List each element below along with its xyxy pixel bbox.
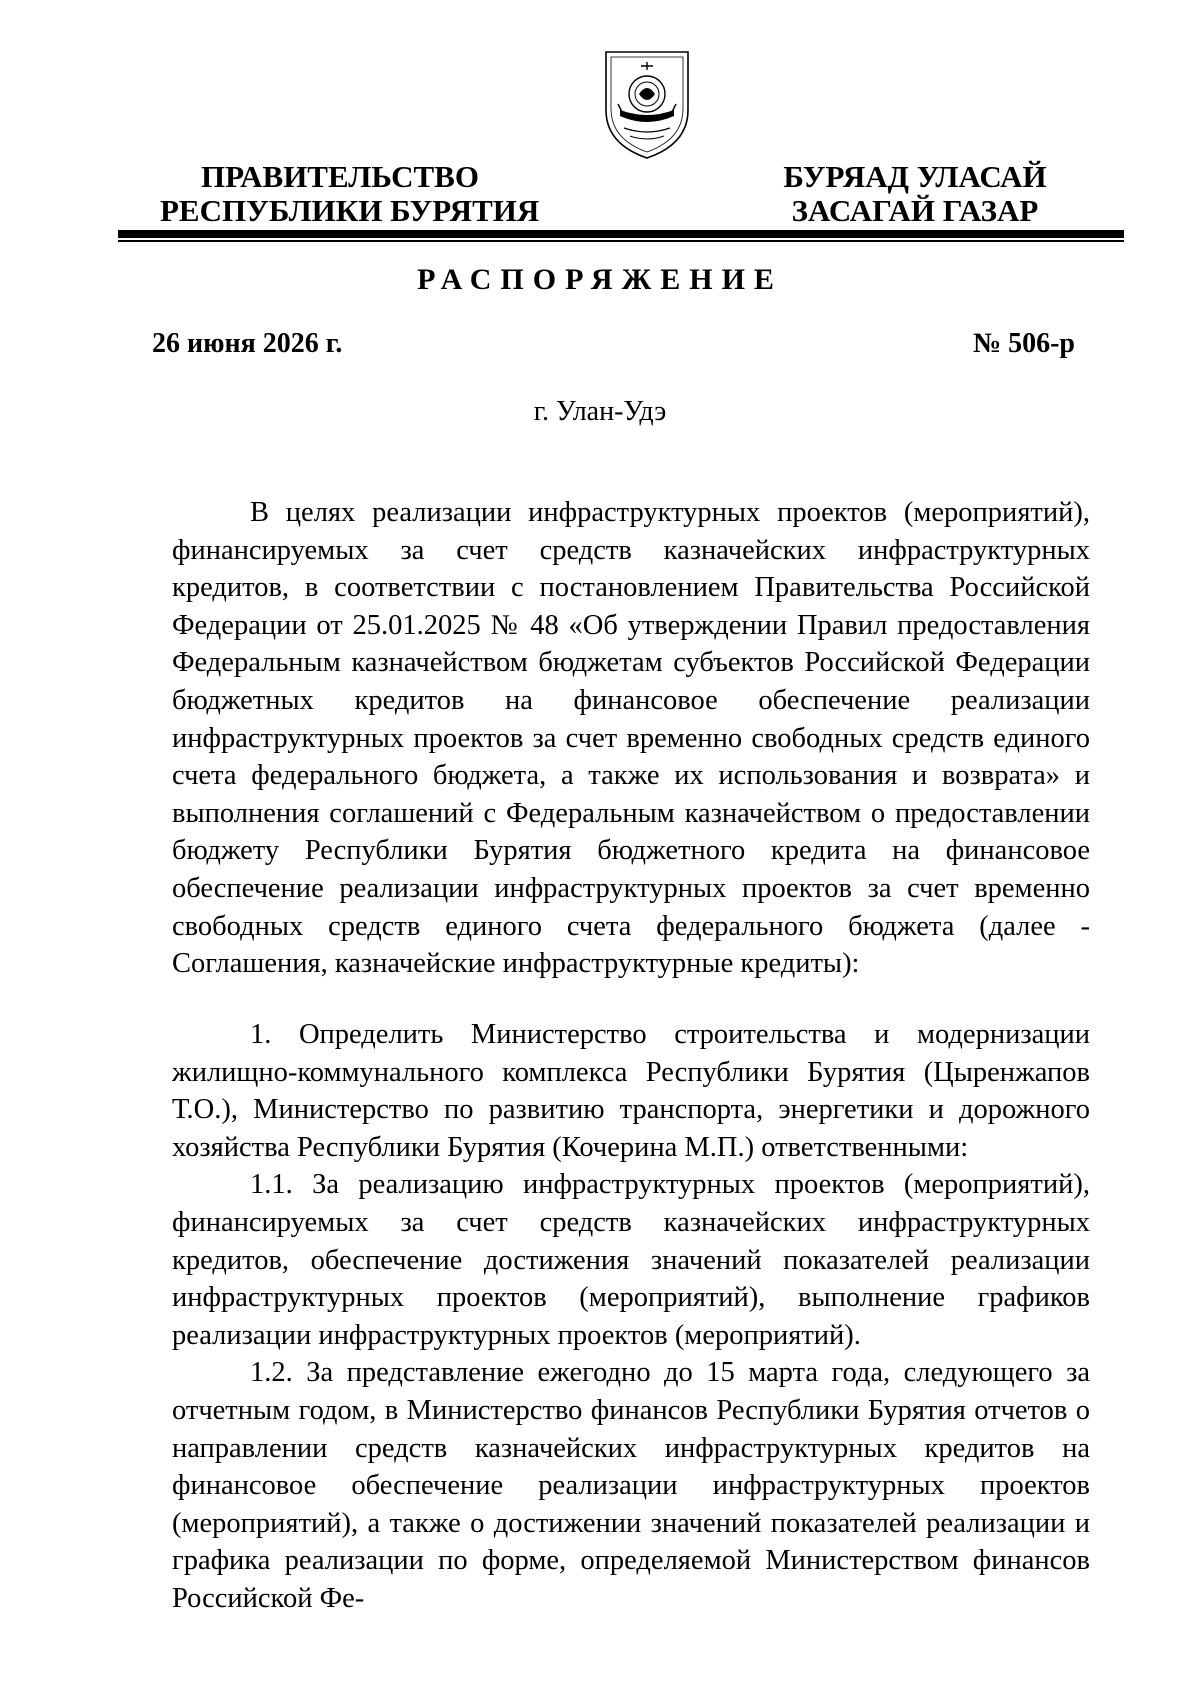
header-divider-thick bbox=[118, 230, 1124, 238]
document-date: 26 июня 2026 г. bbox=[152, 328, 343, 359]
document-type: РАСПОРЯЖЕНИЕ bbox=[417, 263, 783, 296]
header-divider-thin bbox=[118, 240, 1124, 242]
header-left bbox=[160, 159, 540, 228]
paragraph-item-1: 1. Определить Министерство строительства и модернизации жилищно-коммунального комплекса Республики Бурятия (Цыренжапов Т.О.), Министерство по развитию транспорта, энергетики и дорожного хозяйства Республики Бурятия (Кочерина М.П.) ответственными: bbox=[172, 1019, 1090, 1163]
paragraph-item-1-1: 1.1. За реализацию инфраструктурных проектов (мероприятий), финансируемых за счет средств казначейских инфраструктурных кредитов, обеспечение достижения значений показателей реализации инфраструктурных проектов (мероприятий), выполнение графиков реализации инфраструктурных проектов (мероприятий). bbox=[172, 1169, 1090, 1351]
document-number: № 506-р bbox=[972, 328, 1075, 359]
header-left-line2: РЕСПУБЛИКИ БУРЯТИЯ bbox=[160, 193, 540, 228]
header-right-line2: ЗАСАГАЙ ГАЗАР bbox=[791, 193, 1039, 228]
header-right bbox=[770, 160, 1060, 228]
body-items bbox=[172, 1016, 1090, 1618]
coat-of-arms-icon bbox=[600, 44, 694, 162]
header-left-line1: ПРАВИТЕЛЬСТВО bbox=[201, 159, 479, 194]
header-right-line1: БУРЯАД УЛАСАЙ bbox=[783, 159, 1047, 194]
paragraph-item-1-2: 1.2. За представление ежегодно до 15 марта года, следующего за отчетным годом, в Министерство финансов Республики Бурятия отчетов о направлении средств казначейских инфраструктурных кредитов на финансовое обеспечение реализации инфраструктурных проектов (мероприятий), а также о достижении значений показателей реализации и графика реализации по форме, определяемой Министерством финансов Российской Фе- bbox=[172, 1357, 1090, 1614]
document-city: г. Улан-Удэ bbox=[533, 396, 667, 427]
paragraph-intro: В целях реализации инфраструктурных проектов (мероприятий), финансируемых за счет средств казначейских инфраструктурных кредитов, в соответствии с постановлением Правительства Российской Федерации от 25.01.2025 № 48 «Об утверждении Правил предоставления Федеральным казначейством бюджетам субъектов Российской Федерации бюджетных кредитов на финансовое обеспечение реализации инфраструктурных проектов за счет временно свободных средств единого счета федерального бюджета, а также их использования и возврата» и выполнения соглашений с Федеральным казначейством о предоставлении бюджету Республики Бурятия бюджетного кредита на финансовое обеспечение реализации инфраструктурных проектов за счет временно свободных средств единого счета федерального бюджета (далее - Соглашения, казначейские инфраструктурные кредиты): bbox=[172, 497, 1090, 980]
body-intro bbox=[172, 494, 1090, 983]
